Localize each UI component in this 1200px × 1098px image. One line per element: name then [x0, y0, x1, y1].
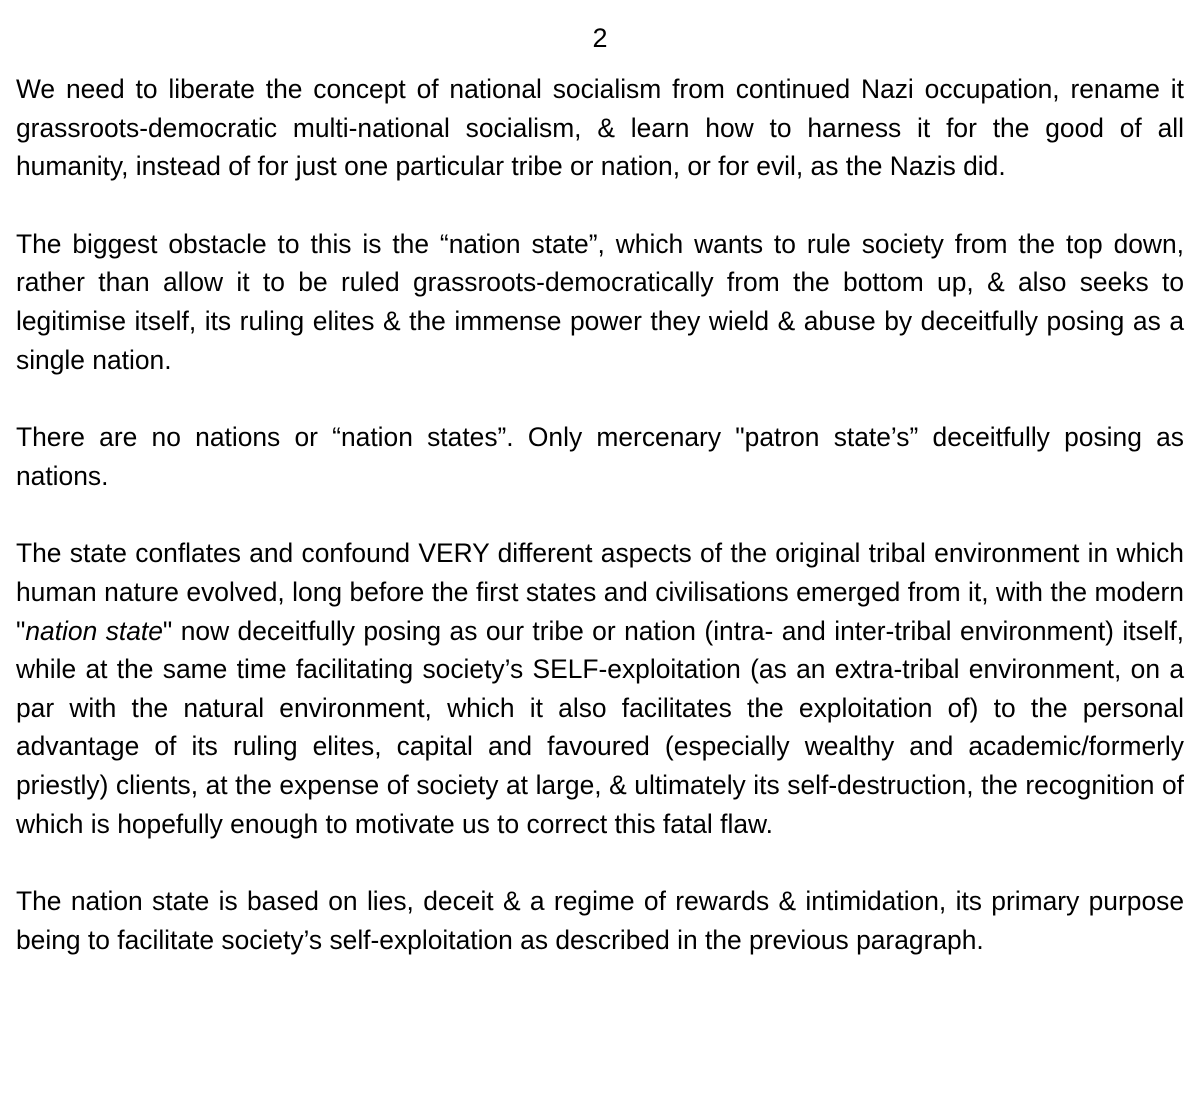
paragraph-4 [16, 534, 1184, 843]
document-page [16, 18, 1184, 998]
paragraph-4-part-2: " now deceitfully posing as our tribe or nation (intra- and inter-tribal environment) itself, while at the same time facilitating society’s SELF-exploitation (as an extra-tribal environment, on a par with the natural environment, which it also facilitates the exploitation of) to the personal advantage of its ruling elites, capital and favoured (especially wealthy and academic/formerly priestly) clients, at the expense of society at large, & ultimately its self-destruction, the recognition of which is hopefully enough to motivate us to correct this fatal flaw. [16, 615, 1184, 839]
paragraph-2: The biggest obstacle to this is the “nation state”, which wants to rule society from the top down, rather than allow it to be ruled grassroots-democratically from the bottom up, & also seeks to legitimise itself, its ruling elites & the immense power they wield & abuse by deceitfully posing as a single nation. [16, 228, 1184, 375]
paragraph-5: The nation state is based on lies, deceit & a regime of rewards & intimidation, its primary purpose being to facilitate society’s self-exploitation as described in the previous paragraph. [16, 886, 1184, 955]
page-number: 2 [592, 23, 608, 53]
paragraph-3: There are no nations or “nation states”. Only mercenary "patron state’s” deceitfully posing as nations. [16, 422, 1184, 491]
paragraph-1: We need to liberate the concept of national socialism from continued Nazi occupation, rename it grassroots-democratic multi-national socialism, & learn how to harness it for the good of all humanity, instead of for just one particular tribe or nation, or for evil, as the Nazis did. [16, 74, 1184, 182]
paragraph-4-part-1: The state conflates and confound VERY different aspects of the original tribal environment in which human nature evolved, long before the first states and civilisations emerged from it, with the modern " [16, 538, 1184, 646]
paragraph-4-emphasis: nation state [25, 615, 163, 646]
